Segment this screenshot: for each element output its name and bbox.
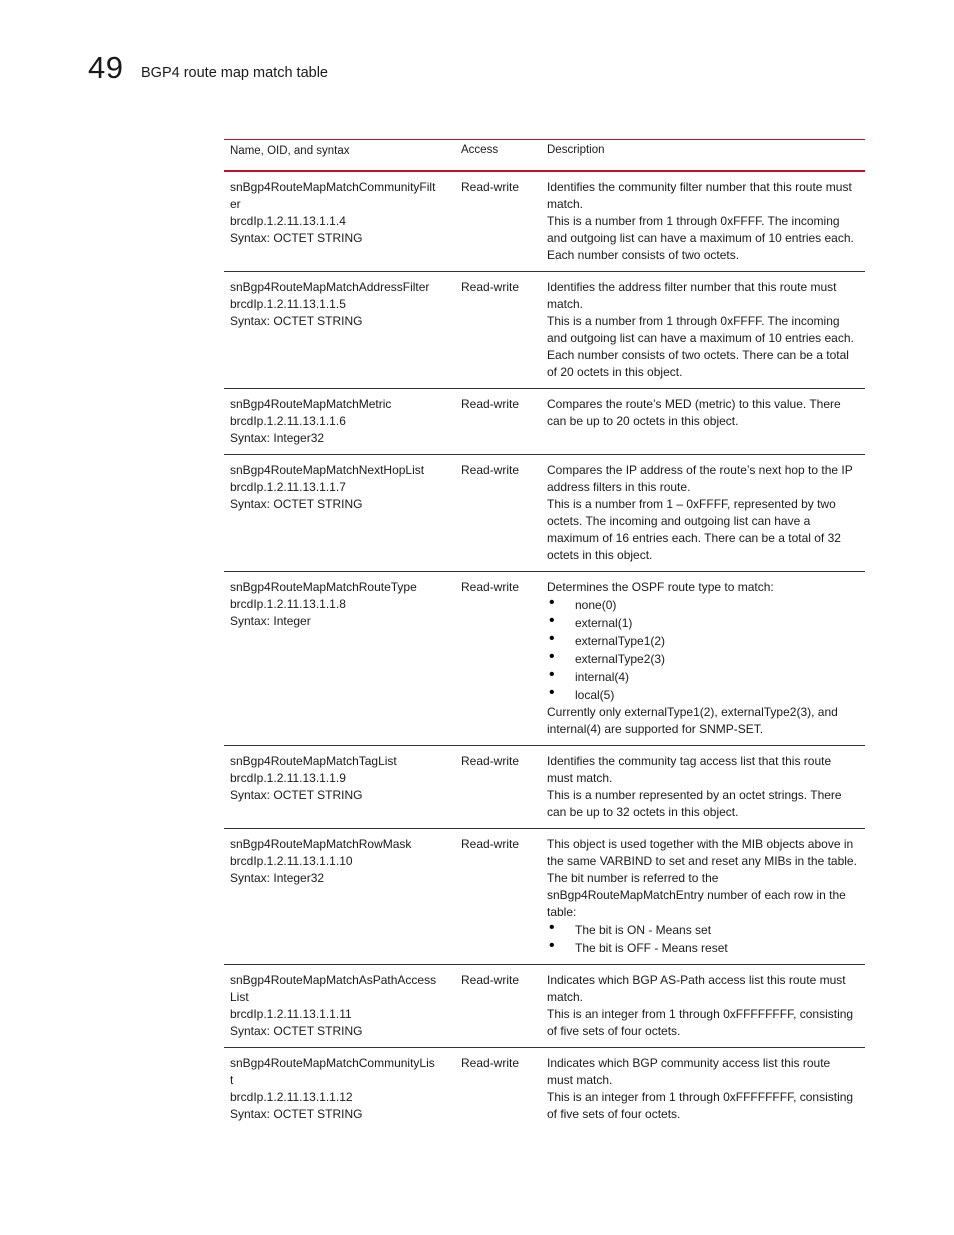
name-line: snBgp4RouteMapMatchAsPathAccess [230,973,437,987]
bullet-item: • The bit is OFF - Means reset [547,939,859,957]
name-line: Syntax: Integer [230,614,311,628]
name-line: t [230,1073,234,1087]
name-line: brcdIp.1.2.11.13.1.1.6 [230,414,346,428]
table-row [224,455,865,572]
cell-name-oid-syntax [224,389,455,455]
chapter-title: BGP4 route map match table [141,65,328,81]
bullet-item: • The bit is ON - Means set [547,921,859,939]
name-line: brcdIp.1.2.11.13.1.1.5 [230,297,346,311]
cell-name-oid-syntax [224,572,455,746]
description-paragraph: Identifies the address filter number that this route must match. [547,280,837,311]
cell-description [541,746,865,829]
name-line: brcdIp.1.2.11.13.1.1.11 [230,1007,352,1021]
name-line: snBgp4RouteMapMatchRouteType [230,580,417,594]
description-paragraph: Compares the route’s MED (metric) to this value. There can be up to 20 octets in this object. [547,397,841,428]
column-header-name: Name, OID, and syntax [224,140,455,172]
description-paragraph: This is an integer from 1 through 0xFFFFFFFF, consisting of five sets of four octets. [547,1007,854,1038]
name-line: er [230,197,241,211]
name-line: Syntax: Integer32 [230,871,325,885]
name-line: Syntax: OCTET STRING [230,231,363,245]
cell-description [541,272,865,389]
cell-access: Read-write [455,829,541,965]
cell-description [541,171,865,272]
description-paragraph: Indicates which BGP community access list this route must match. [547,1056,831,1087]
name-line: List [230,990,249,1004]
cell-name-oid-syntax [224,965,455,1048]
description-bullet-list [547,596,859,704]
bullet-item: • external(1) [547,614,859,632]
cell-name-oid-syntax [224,746,455,829]
cell-access: Read-write [455,272,541,389]
name-line: brcdIp.1.2.11.13.1.1.4 [230,214,346,228]
mib-object-table [224,139,865,1130]
name-line: snBgp4RouteMapMatchTagList [230,754,397,768]
table-row [224,829,865,965]
column-header-description: Description [541,140,865,172]
name-line: Syntax: OCTET STRING [230,1107,363,1121]
name-line: snBgp4RouteMapMatchRowMask [230,837,412,851]
cell-access: Read-write [455,171,541,272]
cell-description [541,389,865,455]
name-line: brcdIp.1.2.11.13.1.1.10 [230,854,353,868]
description-paragraph: This is a number from 1 through 0xFFFF. The incoming and outgoing list can have a maximum of 10 entries each. Each number consists of two octets. There can be a total of 20 octets in this object. [547,314,854,379]
bullet-item: • local(5) [547,686,859,704]
name-line: Syntax: OCTET STRING [230,788,363,802]
column-header-access: Access [455,140,541,172]
cell-name-oid-syntax [224,171,455,272]
name-line: Syntax: OCTET STRING [230,314,363,328]
name-line: Syntax: Integer32 [230,431,325,445]
table-row [224,1048,865,1131]
description-bullet-list [547,921,859,957]
description-paragraph: Indicates which BGP AS-Path access list this route must match. [547,973,846,1004]
table-row [224,272,865,389]
cell-name-oid-syntax [224,829,455,965]
table-row [224,171,865,272]
cell-name-oid-syntax [224,455,455,572]
table-row [224,965,865,1048]
description-paragraph: Identifies the community tag access list that this route must match. [547,754,832,785]
description-paragraph: This object is used together with the MIB objects above in the same VARBIND to set and reset any MIBs in the table. The bit number is referred to the snBgp4RouteMapMatchEntry number of each row in the table: [547,837,857,919]
name-line: snBgp4RouteMapMatchNextHopList [230,463,425,477]
cell-description [541,1048,865,1131]
cell-access: Read-write [455,455,541,572]
name-line: Syntax: OCTET STRING [230,1024,363,1038]
description-paragraph: Identifies the community filter number that this route must match. [547,180,852,211]
bullet-item: • internal(4) [547,668,859,686]
table-row [224,572,865,746]
description-paragraph: This is a number from 1 – 0xFFFF, represented by two octets. The incoming and outgoing list can have a maximum of 16 entries each. There can be a total of 32 octets in this object. [547,497,841,562]
cell-description [541,455,865,572]
name-line: brcdIp.1.2.11.13.1.1.12 [230,1090,353,1104]
name-line: brcdIp.1.2.11.13.1.1.8 [230,597,346,611]
cell-access: Read-write [455,746,541,829]
cell-description [541,965,865,1048]
cell-name-oid-syntax [224,1048,455,1131]
cell-description [541,572,865,746]
cell-access: Read-write [455,965,541,1048]
description-paragraph: This is an integer from 1 through 0xFFFFFFFF, consisting of five sets of four octets. [547,1090,854,1121]
name-line: Syntax: OCTET STRING [230,497,363,511]
cell-access: Read-write [455,389,541,455]
chapter-number: 49 [88,50,124,85]
cell-access: Read-write [461,1056,520,1070]
table-row [224,746,865,829]
table-header-row [224,140,865,172]
name-line: snBgp4RouteMapMatchMetric [230,397,392,411]
description-paragraph: Compares the IP address of the route’s next hop to the IP address filters in this route. [547,463,853,494]
name-line: snBgp4RouteMapMatchCommunityFilt [230,180,436,194]
bullet-item: • externalType2(3) [547,650,859,668]
bullet-item: • externalType1(2) [547,632,859,650]
cell-description [541,829,865,965]
name-line: brcdIp.1.2.11.13.1.1.7 [230,480,346,494]
description-paragraph: This is a number from 1 through 0xFFFF. The incoming and outgoing list can have a maximum of 10 entries each. Each number consists of two octets. [547,214,854,262]
name-line: snBgp4RouteMapMatchCommunityLis [230,1056,435,1070]
cell-name-oid-syntax [224,272,455,389]
name-line: snBgp4RouteMapMatchAddressFilter [230,280,430,294]
description-paragraph: This is a number represented by an octet strings. There can be up to 32 octets in this object. [547,788,842,819]
table-row [224,389,865,455]
bullet-item: • none(0) [547,596,859,614]
name-line: brcdIp.1.2.11.13.1.1.9 [230,771,346,785]
description-paragraph: Determines the OSPF route type to match: [547,580,774,594]
cell-access: Read-write [455,572,541,746]
description-note: Currently only externalType1(2), externalType2(3), and internal(4) are supported for SNMP-SET. [547,705,838,736]
